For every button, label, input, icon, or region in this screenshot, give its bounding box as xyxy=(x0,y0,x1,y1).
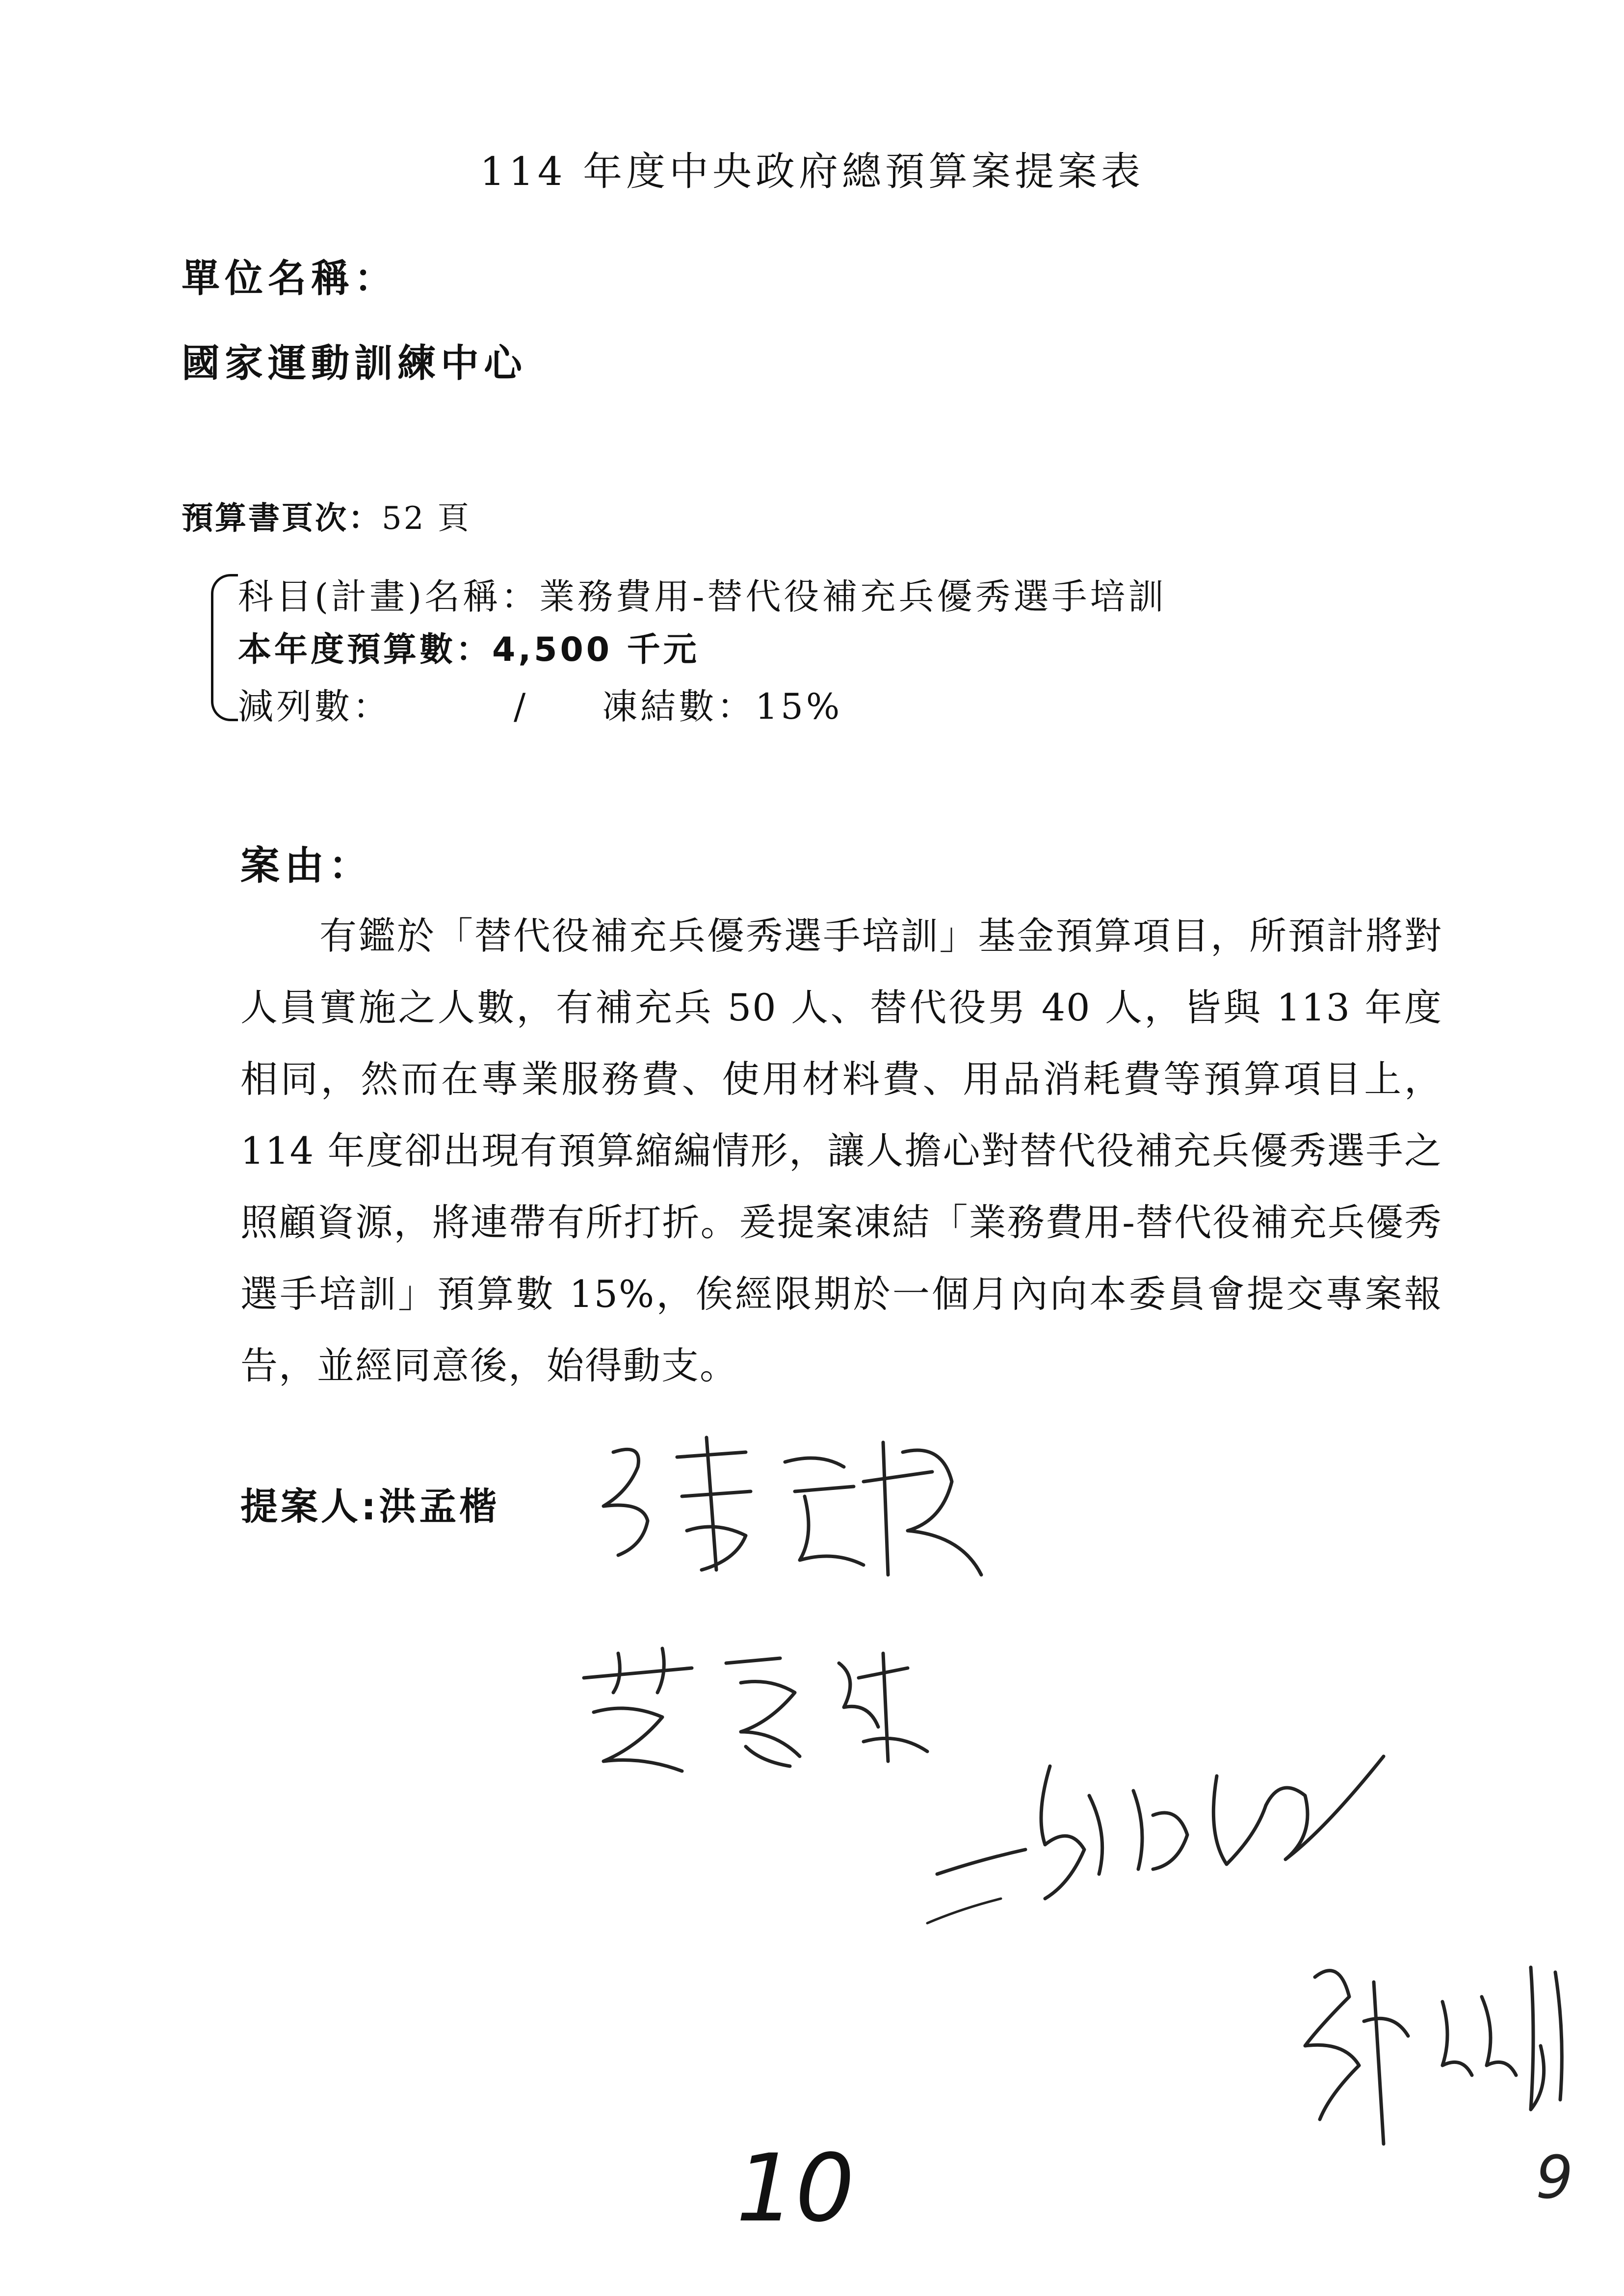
page-ref-label: 預算書頁次： xyxy=(182,500,382,537)
signature-3 xyxy=(922,1737,1413,1943)
signature-1 xyxy=(589,1423,1030,1585)
page-ref-value: 52 頁 xyxy=(382,500,471,537)
signature-2 xyxy=(564,1634,957,1781)
page-title: 114 年度中央政府總預算案提案表 xyxy=(479,149,1145,194)
unit-label: 單位名稱： xyxy=(182,257,398,301)
reduction-value: / xyxy=(514,686,529,727)
reason-text xyxy=(240,900,1442,1402)
reason-heading: 案由： xyxy=(240,843,373,888)
page-mark-1: 10 xyxy=(736,2134,855,2243)
subject-name: 科目(計畫)名稱：業務費用-替代役補充兵優秀選手培訓 xyxy=(238,576,1167,617)
page-mark-2: 9 xyxy=(1536,2144,1573,2212)
proposer-label: 提案人:洪孟楷 xyxy=(240,1485,500,1528)
reduction-freeze-line xyxy=(238,678,842,729)
budget-amount: 本年度預算數：4,500 千元 xyxy=(238,630,700,669)
signature-4 xyxy=(1276,1938,1580,2193)
budget-page-reference xyxy=(182,493,471,538)
reason-body: 有鑑於「替代役補充兵優秀選手培訓」基金預算項目，所預計將對人員實施之人數，有補充兵 50 人、替代役男 40 人，皆與 113 年度相同，然而在專業服務費、使用材料費、用品消耗費等預算項目上，114 年度卻出現有預算縮編情形，讓人擔心對替代役補充兵優秀選手之照顧資源，將連帶有所打折。爰提案凍結「業務費用-替代役補充兵優秀選手培訓」預算數 15%，俟經限期於一個月內向本委員會提交專案報告，並經同意後，始得動支。 xyxy=(240,914,1442,1387)
freeze-amount: 凍結數：15% xyxy=(602,686,843,727)
budget-item-block xyxy=(211,564,1388,726)
unit-name: 國家運動訓練中心 xyxy=(182,341,527,386)
reduction-label: 減列數： xyxy=(238,686,392,727)
bracket-icon xyxy=(211,574,238,721)
